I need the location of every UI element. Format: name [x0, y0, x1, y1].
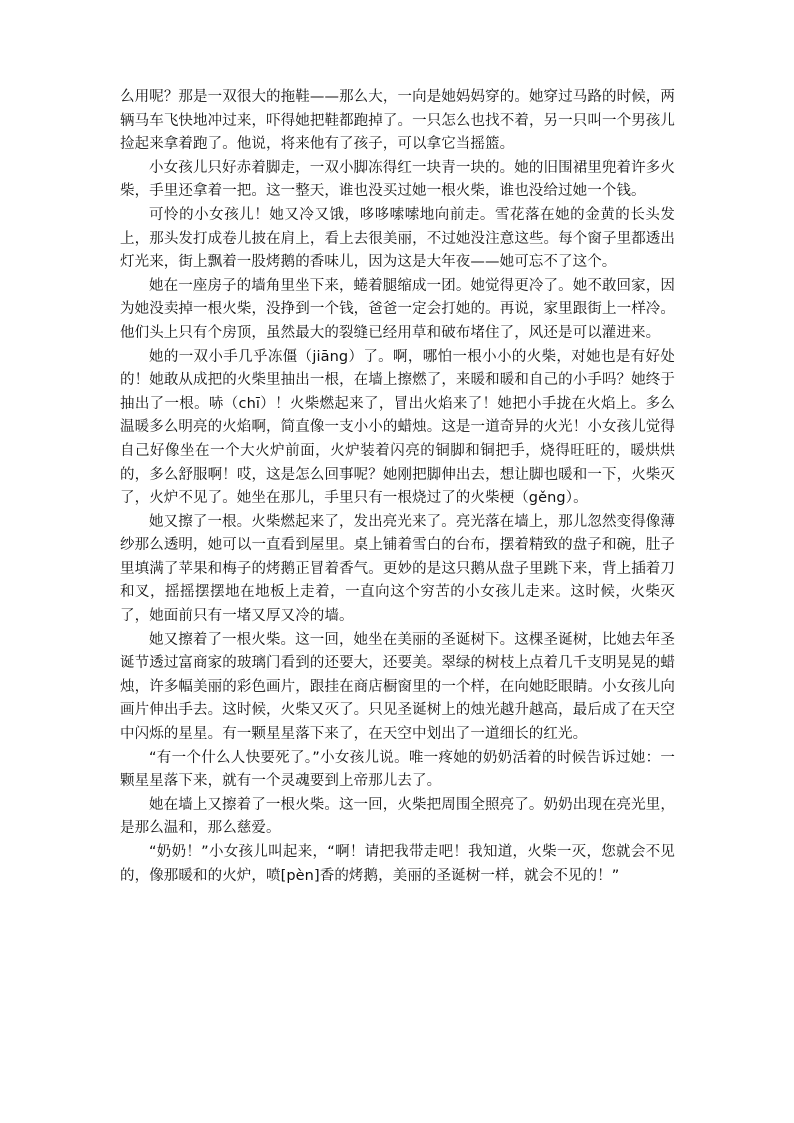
paragraph-1: 么用呢？那是一双很大的拖鞋——那么大，一向是她妈妈穿的。她穿过马路的时候，两辆马车飞快地冲过来，吓得她把鞋都跑掉了。一只怎么也找不着，另一只叫一个男孩儿捡起来拿着跑了。他说，将来他有了孩子，可以拿它当摇篮。: [120, 89, 675, 153]
paragraph-6: 她又擦了一根。火柴燃起来了，发出亮光来了。亮光落在墙上，那儿忽然变得像薄纱那么透明，她可以一直看到屋里。桌上铺着雪白的台布，摆着精致的盘子和碗，肚子里填满了苹果和梅子的烤鹅正冒着香气。更妙的是这只鹅从盘子里跳下来，背上插着刀和叉，摇摇摆摆地在地板上走着，一直向这个穷苦的小女孩儿走来。这时候，火柴灭了，她面前只有一堵又厚又冷的墙。: [120, 513, 675, 625]
paragraph-2: 小女孩儿只好赤着脚走，一双小脚冻得红一块青一块的。她的旧围裙里兜着许多火柴，手里还拿着一把。这一整天，谁也没买过她一根火柴，谁也没给过她一个钱。: [120, 159, 675, 200]
document-page: [120, 86, 675, 888]
paragraph-10: “奶奶！”小女孩儿叫起来，“啊！请把我带走吧！我知道，火柴一灭，您就会不见的，像那暖和的火炉，喷[pèn]香的烤鹅，美丽的圣诞树一样，就会不见的！”: [120, 844, 675, 884]
paragraph-9: 她在墙上又擦着了一根火柴。这一回，火柴把周围全照亮了。奶奶出现在亮光里，是那么温和，那么慈爱。: [120, 796, 675, 837]
paragraph-7: 她又擦着了一根火柴。这一回，她坐在美丽的圣诞树下。这棵圣诞树，比她去年圣诞节透过富商家的玻璃门看到的还要大，还要美。翠绿的树枝上点着几千支明晃晃的蜡烛，许多幅美丽的彩色画片，跟挂在商店橱窗里的一个样，在向她眨眼睛。小女孩儿向画片伸出手去。这时候，火柴又灭了。只见圣诞树上的烛光越升越高，最后成了在天空中闪烁的星星。有一颗星星落下来了，在天空中划出了一道细长的红光。: [120, 631, 675, 743]
paragraph-5: 她的一双小手几乎冻僵（jiāng）了。啊，哪怕一根小小的火柴，对她也是有好处的！她敢从成把的火柴里抽出一根，在墙上擦燃了，来暖和暖和自己的小手吗？她终于抽出了一根。哧（chī）！火柴燃起来了，冒出火焰来了！她把小手拢在火焰上。多么温暖多么明亮的火焰啊，简直像一支小小的蜡烛。这是一道奇异的火光！小女孩儿觉得自己好像坐在一个大火炉前面，火炉装着闪亮的铜脚和铜把手，烧得旺旺的，暖烘烘的，多么舒服啊！哎，这是怎么回事呢？她刚把脚伸出去，想让脚也暖和一下，火柴灭了，火炉不见了。她坐在那儿，手里只有一根烧过了的火柴梗（gěng）。: [120, 348, 675, 507]
paragraph-8: “有一个什么人快要死了。”小女孩儿说。唯一疼她的奶奶活着的时候告诉过她：一颗星星落下来，就有一个灵魂要到上帝那儿去了。: [120, 749, 675, 790]
paragraph-4: 她在一座房子的墙角里坐下来，蜷着腿缩成一团。她觉得更冷了。她不敢回家，因为她没卖掉一根火柴，没挣到一个钱，爸爸一定会打她的。再说，家里跟街上一样冷。他们头上只有个房顶，虽然最大的裂缝已经用草和破布堵住了，风还是可以灌进来。: [120, 277, 675, 341]
paragraph-3: 可怜的小女孩儿！她又冷又饿，哆哆嗦嗦地向前走。雪花落在她的金黄的长头发上，那头发打成卷儿披在肩上，看上去很美丽，不过她没注意这些。每个窗子里都透出灯光来，街上飘着一股烤鹅的香味儿，因为这是大年夜——她可忘不了这个。: [120, 206, 675, 271]
